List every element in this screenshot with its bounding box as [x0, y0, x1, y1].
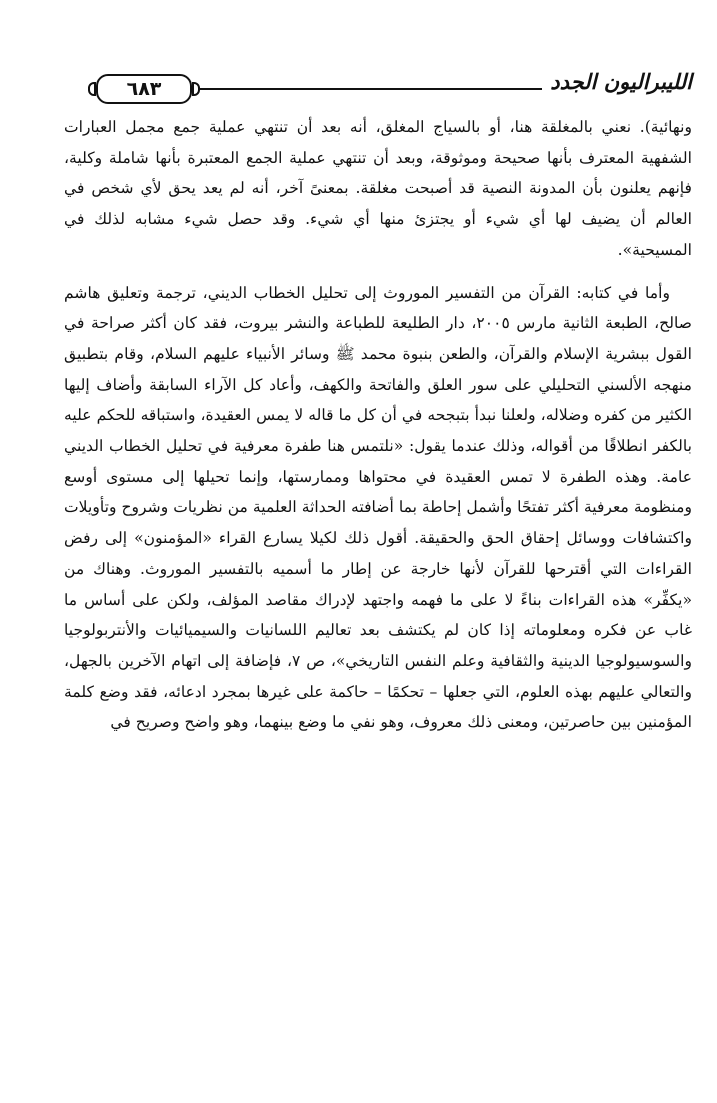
page-number-badge — [96, 74, 192, 104]
page-number: ٦٨٣ — [126, 78, 162, 100]
paragraph-2: وأما في كتابه: القرآن من التفسير الموروث إلى تحليل الخطاب الديني، ترجمة وتعليق هاشم صالح، الطبعة الثانية مارس ٢٠٠٥، دار الطليعة للطباعة والنشر بيروت، فقد كان أكثر صراحة في القول ببشرية الإسلام والقرآن، والطعن بنبوة محمد ﷺ وسائر الأنبياء عليهم السلام، وقام بتطبيق منهجه الألسني التحليلي على سور العلق والفاتحة والكهف، وأعاد كل الآراء السابقة وأضاف إليها الكثير من كفره وضلاله، ولعلنا نبدأ بتبجحه في أن كل ما قاله لا يمس العقيدة، واستباقه للحكم عليه بالكفر انطلاقًا من أقواله، وذلك عندما يقول: «نلتمس هنا طفرة معرفية في تحليل الخطاب الديني عامة. وهذه الطفرة لا تمس العقيدة في محتواها وممارستها، وإنما تحيلها إلى مستوى أوسع ومنظومة معرفية أكثر تفتحًا وأشمل إحاطة بما أضافته الحداثة العلمية من نظريات وشروح وتأويلات واكتشافات ووسائل إحقاق الحق والحقيقة. أقول ذلك لكيلا يسارع القراء «المؤمنون» إلى رفض القراءات التي أقترحها للقرآن لأنها خارجة عن إطار ما أسميه بالتفسير الموروث. وهناك من «يكفِّر» هذه القراءات بناءً لا على ما فهمه واجتهد لإدراك مقاصد المؤلف، ولكن على أساس ما غاب عن فكره ومعلوماته إذا كان لم يكتشف بعد تعاليم اللسانيات والسيميائيات والأنتربولوجيا والسوسيولوجيا الدينية والثقافية وعلم النفس التاريخي»، ص ٧، فإضافة إلى اتهام الآخرين بالجهل، والتعالي عليهم بهذه العلوم، التي جعلها – تحكمًا – حاكمة على غيرها بمجرد ادعائه، فقد وضع كلمة المؤمنين بين حاصرتين، ومعنى ذلك معروف، وهو نفي ما وضع بينهما، وهو واضح وصريح في — [64, 283, 693, 732]
body-text — [64, 112, 692, 738]
page-header — [60, 68, 692, 112]
paragraph-1: ونهائية). نعني بالمغلقة هنا، أو بالسياج المغلق، أنه بعد أن تنتهي عملية جمع مجمل العبارات الشفهية المعترف بأنها صحيحة وموثوقة، وبعد أن تنتهي عملية الجمع المعتبرة بأنها شاملة وكلية، فإنهم يعلنون بأن المدونة النصية قد أصبحت مغلقة. بمعنىً آخر، أنه لم يعد يحق لأي شخص في العالم أن يضيف لها أي شيء أو يجتزئ منها أي شيء. وقد حصل شيء مشابه لذلك في المسيحية». — [64, 118, 692, 259]
running-title: الليبراليون الجدد — [550, 70, 692, 94]
